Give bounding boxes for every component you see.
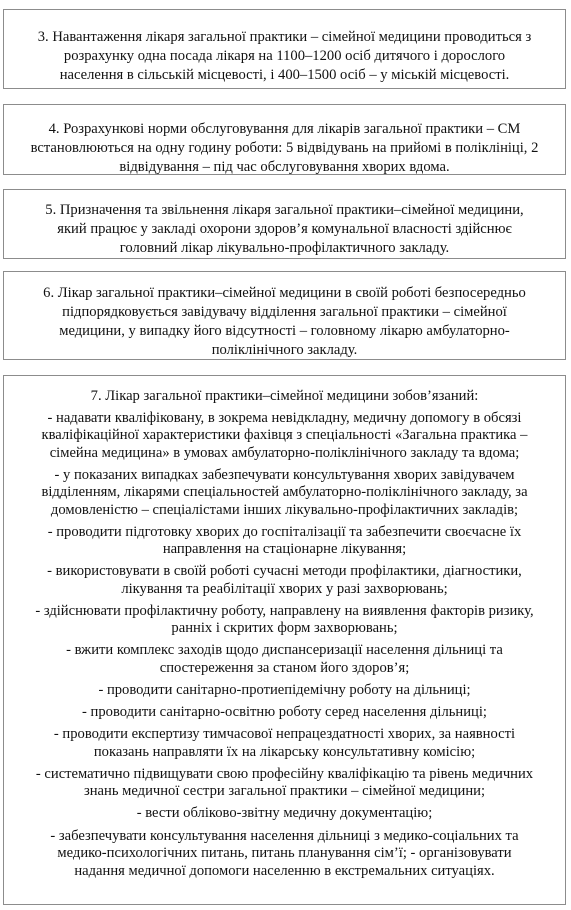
duty-line: знань медичної сестри загальної практики – сімейної медицини;: [83, 783, 485, 800]
duty-item: [8, 410, 561, 463]
duty-item: [8, 726, 561, 761]
block-3-line-3: населення в сільській місцевості, і 400–1500 осіб – у міській місцевості.: [59, 67, 510, 83]
block-6-line-1: 6. Лікар загальної практики–сімейної медицини в своїй роботі безпосередньо: [43, 285, 526, 301]
duty-item: [8, 524, 561, 559]
duty-line: медико-психологічних питань, питань планування сім’ї; - організовувати: [57, 845, 512, 862]
block-4-line-3: відвідування – під час обслуговування хворих вдома.: [119, 159, 450, 175]
duty-line: - проводити санітарно-протиепідемічну роботу на дільниці;: [98, 682, 471, 699]
duty-item: [8, 642, 561, 677]
duties-heading: 7. Лікар загальної практики–сімейної медицини зобов’язаний:: [90, 388, 479, 404]
duty-item: [8, 603, 561, 638]
duty-line: - надавати кваліфіковану, в зокрема невідкладну, медичну допомогу в обсязі: [47, 409, 522, 426]
block-5-line-1: 5. Призначення та звільнення лікаря загальної практики–сімейної медицини,: [45, 202, 524, 218]
duty-line: направлення на стаціонарне лікування;: [162, 541, 407, 558]
block-4-line-2: встановлюються на одну годину роботи: 5 відвідувань на прийомі в поліклініці, 2: [30, 140, 539, 156]
duty-line: ранніх і скритих форм захворювань;: [171, 620, 398, 637]
duty-line: відділенням, лікарями спеціальностей амбулаторно-поліклінічного закладу, за: [41, 484, 528, 501]
duty-line: лікування та реабілітації хворих у разі захворювань;: [121, 580, 448, 597]
duty-line: показань направляти їх на лікарську консультативну комісію;: [93, 743, 476, 760]
duty-item: [8, 766, 561, 801]
block-3-line-1: 3. Навантаження лікаря загальної практики – сімейної медицини проводиться з: [37, 29, 532, 45]
duty-line: - систематично підвищувати свою професійну кваліфікацію та рівень медичних: [35, 765, 534, 782]
text-block-5: [3, 189, 566, 259]
block-5-line-2: який працює у закладі охорони здоров’я комунальної власності здійснює: [57, 221, 512, 237]
duty-line: надання медичної допомоги населенню в екстремальних ситуаціях.: [74, 862, 495, 879]
duty-item: [8, 467, 561, 520]
block-3-line-2: розрахунку одна посада лікаря на 1100–1200 осіб дитячого і дорослого: [63, 48, 506, 64]
duty-item: [8, 828, 561, 881]
duty-line: - забезпечувати консультування населення дільниці з медико-соціальних та: [50, 827, 519, 844]
text-block-6: [3, 271, 566, 360]
duty-item: [8, 682, 561, 700]
duty-line: - вжити комплекс заходів щодо диспансеризації населення дільниці та: [66, 642, 503, 659]
duty-line: - вести обліково-звітну медичну документацію;: [136, 805, 433, 822]
text-block-3: [3, 9, 566, 89]
duty-item: [8, 805, 561, 823]
duty-line: спостереження за станом його здоров’я;: [159, 659, 410, 676]
duty-line: кваліфікаційної характеристики фахівця з спеціальності «Загальна практика –: [41, 427, 528, 443]
duty-line: - проводити підготовку хворих до госпіталізації та забезпечити своєчасне їх: [47, 523, 522, 540]
duty-item: [8, 563, 561, 598]
block-4-line-1: 4. Розрахункові норми обслуговування для лікарів загальної практики – СМ: [48, 121, 521, 137]
duty-line: - здійснювати профілактичну роботу, направлену на виявлення факторів ризику,: [35, 602, 534, 619]
block-6-line-2: підпорядковується завідувачу відділення загальної практики – сімейної: [62, 304, 507, 320]
duty-line: - використовувати в своїй роботі сучасні методи профілактики, діагностики,: [47, 563, 522, 580]
duty-line: домовленістю – спеціалістами інших лікувально-профілактичних закладів;: [50, 501, 519, 518]
block-6-line-3: медицини, у випадку його відсутності – головному лікарю амбулаторно-: [59, 323, 510, 339]
duty-line: - проводити експертизу тимчасової непрацездатності хворих, за наявності: [53, 726, 516, 743]
text-block-4: [3, 104, 566, 175]
duty-item: [8, 704, 561, 722]
duties-block: [3, 375, 566, 905]
duty-line: сімейна медицина» в умовах амбулаторно-поліклінічного закладу та вдома;: [49, 444, 520, 461]
block-6-line-4: поліклінічного закладу.: [211, 342, 358, 358]
block-5-line-3: головний лікар лікувально-профілактичного закладу.: [119, 240, 450, 256]
duty-line: - проводити санітарно-освітню роботу серед населення дільниці;: [82, 704, 487, 721]
duty-line: - у показаних випадках забезпечувати консультування хворих завідувачем: [54, 466, 515, 483]
